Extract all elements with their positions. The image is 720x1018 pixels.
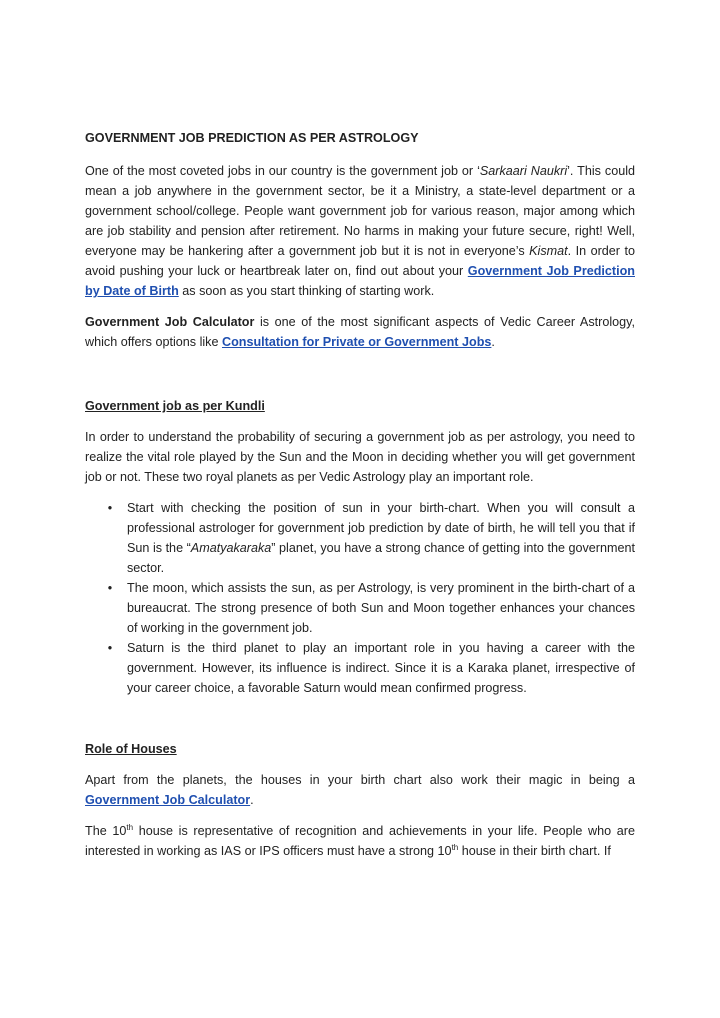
bullet-saturn-text: Saturn is the third planet to play an important role in you having a career with the government. However, its influence is indirect. Since it is a Karaka planet, irrespective of your career choice, a favorable Saturn would mean confirmed progress. xyxy=(127,641,635,695)
houses-paragraph xyxy=(85,770,635,810)
bullet-sun-text-2: ” planet, you have a strong chance of getting into the government sector. xyxy=(127,541,635,575)
kundli-paragraph: In order to understand the probability of securing a government job as per astrology, you need to realize the vital role played by the Sun and the Moon in deciding whether you will get government job or not. These two royal planets as per Vedic Astrology play an important role. xyxy=(85,430,635,484)
bullet-icon: • xyxy=(107,641,113,655)
intro-italic-sarkaari: Sarkaari Naukri xyxy=(479,164,568,178)
tenth-text-1: The 10 xyxy=(85,824,127,838)
document-page xyxy=(85,128,635,872)
tenth-text-2: house is representative of recognition and achievements in your life. People who are interested in working as IAS or IPS officers must have a strong 10 xyxy=(85,824,635,858)
page-title: GOVERNMENT JOB PREDICTION AS PER ASTROLOGY xyxy=(85,131,419,145)
bullet-sun-text-1: Start with checking the position of sun in your birth-chart. When you will consult a professional astrologer for government job prediction by date of birth, he will tell you that if Sun is the “ xyxy=(127,501,635,555)
bullet-moon-text: The moon, which assists the sun, as per Astrology, is very prominent in the birth-chart of a bureaucrat. The strong presence of both Sun and Moon together enhances your chances of working in the government job. xyxy=(127,581,635,635)
bullet-sun xyxy=(85,498,635,578)
planet-bullet-list xyxy=(85,498,635,698)
tenth-sup-1: th xyxy=(126,822,134,832)
bullet-sun-italic: Amatyakaraka xyxy=(190,541,272,555)
calculator-text-1: is one of the most significant aspects of Vedic Career Astrology, which offers options like xyxy=(85,315,635,349)
intro-paragraph xyxy=(85,161,635,301)
bullet-icon: • xyxy=(107,581,113,595)
kundli-heading: Government job as per Kundli xyxy=(85,399,265,413)
calculator-bold: Government Job Calculator xyxy=(85,315,255,329)
calculator-paragraph xyxy=(85,312,635,352)
intro-text-4: as soon as you start thinking of starting work. xyxy=(178,284,435,298)
consultation-link[interactable]: Consultation for Private or Government Jobs xyxy=(221,335,492,349)
tenth-text-3: house in their birth chart. If xyxy=(458,844,611,858)
intro-italic-kismat: Kismat xyxy=(529,244,568,258)
tenth-house-paragraph xyxy=(85,821,635,861)
bullet-icon: • xyxy=(107,501,113,515)
intro-text-1: One of the most coveted jobs in our country is the government job or ‘ xyxy=(85,164,480,178)
calculator-text-2: . xyxy=(491,335,495,349)
bullet-saturn xyxy=(85,638,635,698)
bullet-moon xyxy=(85,578,635,638)
job-prediction-link[interactable]: Government Job Prediction by Date of Birth xyxy=(85,264,635,298)
tenth-sup-2: th xyxy=(451,842,459,852)
houses-text-1: Apart from the planets, the houses in your birth chart also work their magic in being a xyxy=(85,773,635,787)
intro-text-2: ’. This could mean a job anywhere in the government sector, be it a Ministry, a state-level department or a government school/college. People want government job for various reason, major among which are job stability and pension after retirement. No harms in making your future secure, right! Well, everyone may be hankering after a government job but it is not in everyone’s xyxy=(85,164,635,258)
calculator-link[interactable]: Government Job Calculator xyxy=(85,793,251,807)
houses-heading: Role of Houses xyxy=(85,742,177,756)
houses-text-2: . xyxy=(250,793,254,807)
intro-text-3: . In order to avoid pushing your luck or heartbreak later on, find out about your xyxy=(85,244,635,278)
